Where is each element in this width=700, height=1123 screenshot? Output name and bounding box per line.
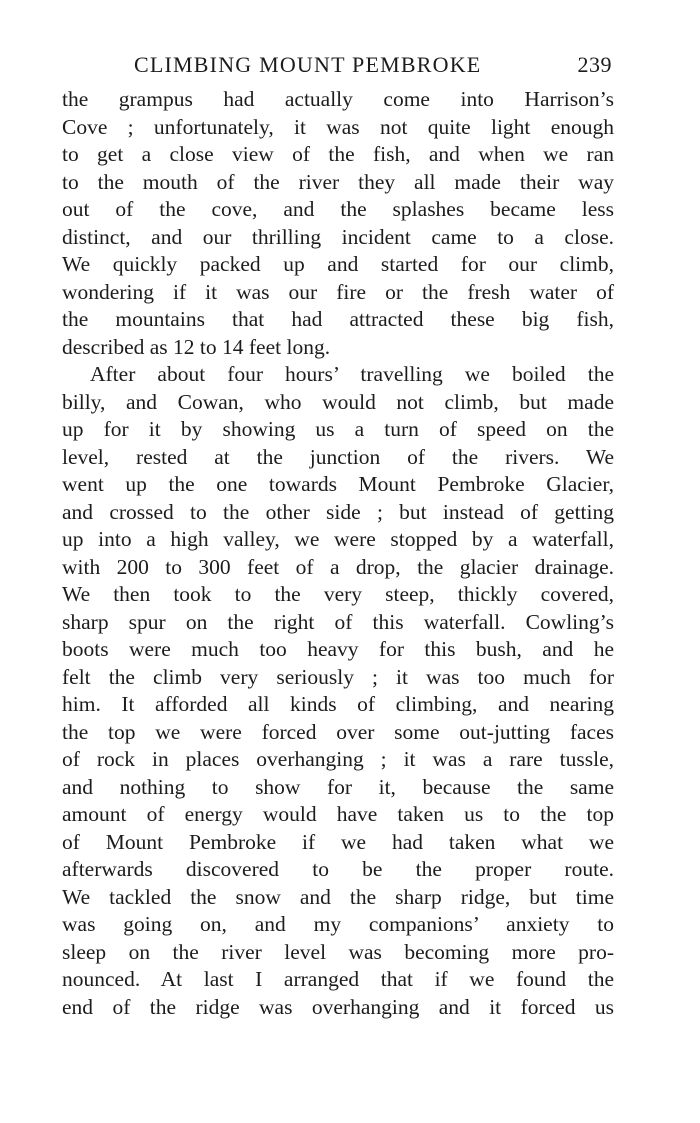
text-line: distinct, and our thrilling incident came to a close.	[62, 224, 614, 249]
text-line: We then took to the very steep, thickly covered,	[62, 582, 614, 606]
book-page	[62, 48, 614, 1021]
text-line: and nothing to show for it, because the same	[62, 774, 614, 799]
text-line: the top we were forced over some out-jutting faces	[62, 719, 614, 744]
text-line: We quickly packed up and started for our climb,	[62, 252, 614, 276]
text-line: went up the one towards Mount Pembroke Glacier,	[62, 472, 614, 496]
text-line: to get a close view of the fish, and when we ran	[62, 142, 614, 166]
text-line: up into a high valley, we were stopped by a waterfall,	[62, 527, 614, 551]
text-line: the grampus had actually come into Harrison’s	[62, 87, 614, 111]
page-number: 239	[577, 52, 612, 77]
text-line: boots were much too heavy for this bush, and he	[62, 637, 614, 661]
text-line: end of the ridge was overhanging and it forced us	[62, 994, 614, 1019]
text-line: afterwards discovered to be the proper route.	[62, 857, 614, 881]
text-line: was going on, and my companions’ anxiety to	[62, 912, 614, 936]
text-line: level, rested at the junction of the rivers. We	[62, 444, 614, 469]
text-line: nounced. At last I arranged that if we found the	[62, 967, 614, 991]
text-line: felt the climb very seriously ; it was too much for	[62, 664, 614, 689]
text-line: We tackled the snow and the sharp ridge, but time	[62, 884, 614, 909]
paragraph-end-line: described as 12 to 14 feet long.	[62, 334, 331, 359]
text-line: up for it by showing us a turn of speed on the	[62, 417, 614, 441]
text-line: him. It afforded all kinds of climbing, and nearing	[62, 692, 614, 716]
text-line: to the mouth of the river they all made their way	[62, 169, 614, 194]
text-line: sleep on the river level was becoming more pro-	[62, 939, 614, 964]
text-line: the mountains that had attracted these big fish,	[62, 307, 614, 331]
body-text	[62, 86, 614, 1021]
text-line: of Mount Pembroke if we had taken what we	[62, 829, 614, 854]
text-line: billy, and Cowan, who would not climb, but made	[62, 389, 614, 414]
text-line: wondering if it was our fire or the fresh water of	[62, 279, 614, 304]
paragraph-start-line: After about four hours’ travelling we boiled the	[90, 362, 614, 386]
text-line: with 200 to 300 feet of a drop, the glacier drainage.	[62, 554, 614, 579]
text-line: Cove ; unfortunately, it was not quite light enough	[62, 114, 614, 139]
text-line: out of the cove, and the splashes became less	[62, 197, 614, 221]
text-line: amount of energy would have taken us to the top	[62, 802, 614, 826]
text-line: sharp spur on the right of this waterfall. Cowling’s	[62, 609, 614, 634]
text-line: of rock in places overhanging ; it was a rare tussle,	[62, 747, 614, 771]
running-header	[62, 48, 614, 84]
text-line: and crossed to the other side ; but instead of getting	[62, 499, 614, 524]
running-title: CLIMBING MOUNT PEMBROKE	[134, 52, 482, 77]
